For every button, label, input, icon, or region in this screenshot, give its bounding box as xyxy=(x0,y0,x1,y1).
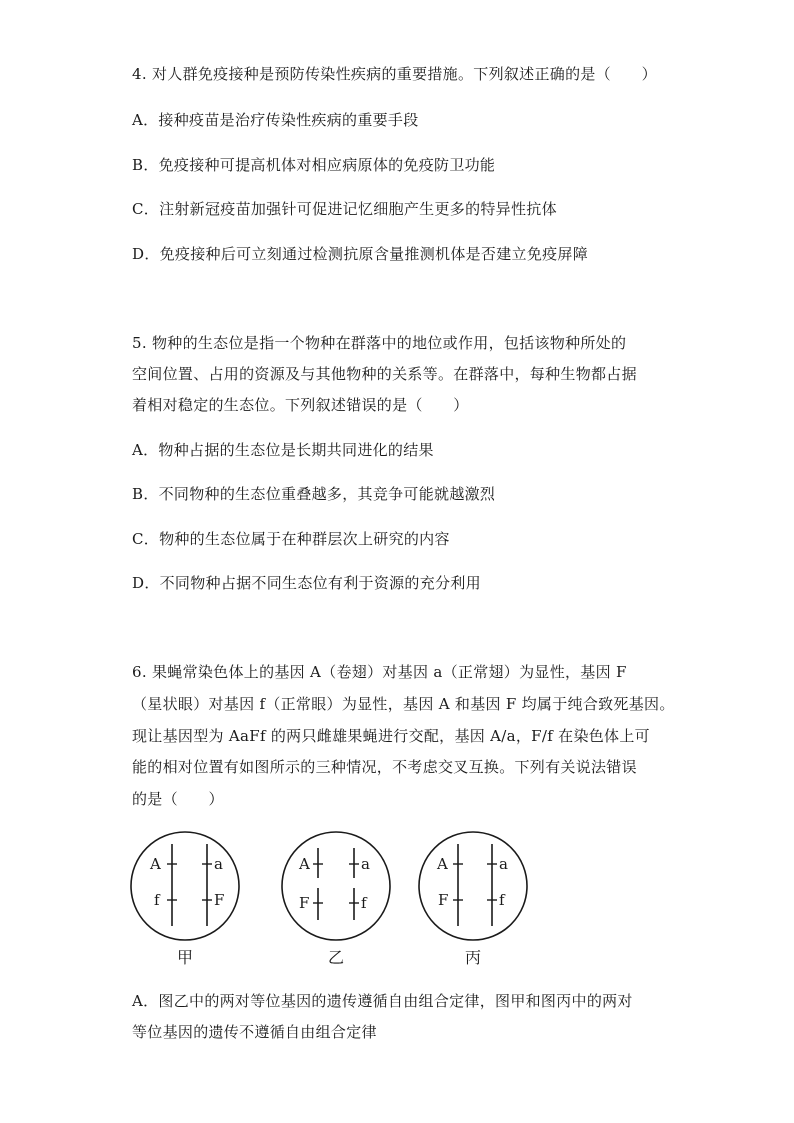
q5-option-d: D．不同物种占据不同生态位有利于资源的充分利用 xyxy=(132,574,481,592)
gene-label-tl: A xyxy=(150,855,161,873)
q6-option-a-line1: A．图乙中的两对等位基因的遗传遵循自由组合定律，图甲和图丙中的两对 xyxy=(132,992,633,1010)
q5-stem-line1: 5. 物种的生态位是指一个物种在群落中的地位或作用，包括该物种所处的 xyxy=(132,334,627,352)
gene-label-br: F xyxy=(214,891,225,909)
gene-label-br: f xyxy=(361,894,367,912)
cell-caption: 乙 xyxy=(328,948,345,967)
q4-stem: 4. 对人群免疫接种是预防传染性疾病的重要措施。下列叙述正确的是（ ） xyxy=(132,65,657,83)
cell-membrane xyxy=(419,832,527,940)
q5-option-a: A．物种占据的生态位是长期共同进化的结果 xyxy=(132,441,434,459)
q6-stem-line2: （星状眼）对基因 f（正常眼）为显性，基因 A 和基因 F 均属于纯合致死基因。 xyxy=(132,695,675,713)
q4-option-b: B．免疫接种可提高机体对相应病原体的免疫防卫功能 xyxy=(132,156,496,174)
q6-stem-line4: 能的相对位置有如图所示的三种情况，不考虑交叉互换。下列有关说法错误 xyxy=(132,758,637,776)
gene-label-tl: A xyxy=(437,855,448,873)
q6-stem-line5: 的是（ ） xyxy=(132,790,224,808)
q4-option-a: A．接种疫苗是治疗传染性疾病的重要手段 xyxy=(132,111,419,129)
gene-label-bl: F xyxy=(299,894,310,912)
gene-label-bl: f xyxy=(154,891,160,909)
cell-yi xyxy=(282,832,390,967)
cell-jia xyxy=(131,832,239,967)
cell-membrane xyxy=(131,832,239,940)
q5-stem-line3: 着相对稳定的生态位。下列叙述错误的是（ ） xyxy=(132,396,469,414)
gene-label-bl: F xyxy=(438,891,449,909)
q6-stem-line3: 现让基因型为 AaFf 的两只雌雄果蝇进行交配，基因 A/a，F/f 在染色体上可 xyxy=(132,727,650,745)
gene-label-tr: a xyxy=(499,855,508,873)
q6-stem-line1: 6. 果蝇常染色体上的基因 A（卷翅）对基因 a（正常翅）为显性，基因 F xyxy=(132,663,627,681)
gene-label-tr: a xyxy=(214,855,223,873)
cell-caption: 甲 xyxy=(177,948,194,967)
q5-option-b: B．不同物种的生态位重叠越多，其竞争可能就越激烈 xyxy=(132,485,496,503)
cell-bing xyxy=(419,832,527,967)
q6-option-a-line2: 等位基因的遗传不遵循自由组合定律 xyxy=(132,1023,377,1041)
q4-option-c: C．注射新冠疫苗加强针可促进记忆细胞产生更多的特异性抗体 xyxy=(132,200,557,218)
chromosome-figure xyxy=(130,826,540,976)
q5-option-c: C．物种的生态位属于在种群层次上研究的内容 xyxy=(132,530,450,548)
gene-label-tr: a xyxy=(361,855,370,873)
q4-option-d: D．免疫接种后可立刻通过检测抗原含量推测机体是否建立免疫屏障 xyxy=(132,245,589,263)
gene-label-tl: A xyxy=(299,855,310,873)
gene-label-br: f xyxy=(499,891,505,909)
q5-stem-line2: 空间位置、占用的资源及与其他物种的关系等。在群落中，每种生物都占据 xyxy=(132,365,637,383)
cell-caption: 丙 xyxy=(465,948,482,967)
cell-membrane xyxy=(282,832,390,940)
